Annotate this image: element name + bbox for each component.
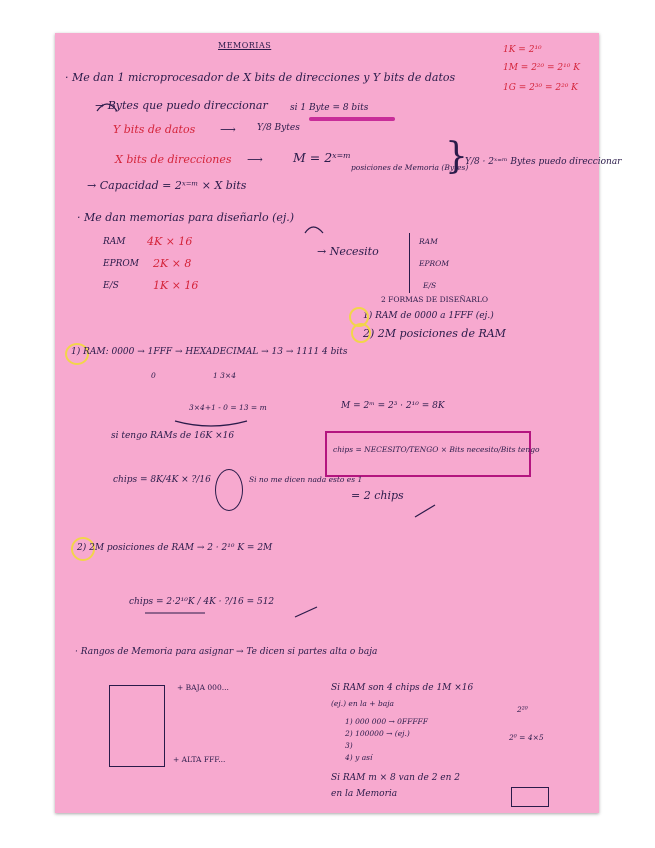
si-ram-line: Si RAM m × 8 van de 2 en 2: [331, 773, 460, 783]
range-1: 1) 000 000 → 0FFFFF: [345, 717, 428, 726]
memory-size: M = 2ᵐ = 2³ · 2¹⁰ = 8K: [341, 401, 445, 411]
ej-line: (ej.) en la + baja: [331, 699, 395, 708]
brace: }: [445, 136, 468, 177]
pen-strokes: [55, 33, 599, 813]
ram-hex-line: 1) RAM: 0000 → 1FFF → HEXADECIMAL → 13 → 1111 4 bits: [71, 347, 348, 357]
bytes-line: → Bytes que puedo direccionar: [95, 99, 268, 112]
y-bits-line: Y bits de datos: [113, 123, 196, 136]
sub-zero: 0: [151, 371, 156, 380]
chips-formula: chips = NECESITO/TENGO × Bits necesito/Bits tengo: [333, 445, 540, 454]
chip-ram-name: RAM: [103, 237, 126, 247]
byte-definition: si 1 Byte = 8 bits: [290, 103, 369, 113]
memoria-line: en la Memoria: [331, 789, 398, 799]
necesito-ram: RAM: [419, 237, 438, 246]
range-3: 3): [345, 741, 353, 750]
m-label: posiciones de Memoria (Bytes): [351, 163, 469, 172]
ram-chips-line: Si RAM son 4 chips de 1M ×16: [331, 683, 474, 693]
range-2: 2) 100000 → (ej.): [345, 729, 410, 738]
chip-eprom-name: EPROM: [103, 259, 139, 269]
y-arrow: ⟶: [220, 123, 236, 136]
page-title: MEMORIAS: [218, 41, 272, 50]
exp-label: 2²⁰: [517, 705, 528, 714]
si-tengo-line: si tengo RAMs de 16K ×16: [111, 431, 235, 441]
rangos-line: · Rangos de Memoria para asignar → Te dicen si partes alta o baja: [75, 647, 378, 657]
x-arrow: ⟶: [247, 153, 263, 166]
design-intro: · Me dan memorias para diseñarlo (ej.): [77, 211, 295, 224]
necesito-eprom: EPROM: [419, 259, 449, 268]
conversion-k: 1K = 2¹⁰: [503, 45, 542, 55]
chip-es-size: 1K × 16: [153, 279, 199, 292]
chip-eprom-size: 2K × 8: [153, 257, 192, 270]
m-calc-line: 3×4+1 - 0 = 13 = m: [189, 403, 267, 412]
y-bytes: Y/8 Bytes: [257, 123, 300, 133]
x-bits-line: X bits de direcciones: [115, 153, 232, 166]
sub-calc: 1 3×4: [213, 371, 236, 380]
forma-2: 2) 2M posiciones de RAM: [363, 327, 506, 340]
necesito-es: E/S: [423, 281, 437, 290]
conversion-m: 1M = 2²⁰ = 2¹⁰ K: [503, 63, 580, 73]
conversion-g: 1G = 2³⁰ = 2²⁰ K: [503, 83, 578, 93]
chip-es-name: E/S: [103, 281, 119, 291]
small-note: 2⁰ = 4×5: [509, 733, 544, 742]
alta-label: + ALTA FFF...: [173, 755, 226, 764]
range-4: 4) y así: [345, 753, 373, 762]
forma-1: 1) RAM de 0000 a 1FFF (ej.): [363, 311, 494, 321]
notebook-page: [55, 33, 622, 813]
chips-calc: chips = 8K/4K × ?/16: [113, 475, 211, 485]
chip-ram-size: 4K × 16: [147, 235, 193, 248]
nota-uno: Si no me dicen nada esto es 1: [249, 475, 363, 484]
section4-chips: chips = 2·2¹⁰K / 4K · ?/16 = 512: [129, 597, 275, 607]
necesito-label: → Necesito: [317, 245, 379, 258]
intro-line: · Me dan 1 microprocesador de X bits de direcciones y Y bits de datos: [65, 71, 456, 84]
capacidad-line: → Capacidad = 2ˣ⁼ᵐ × X bits: [87, 179, 247, 192]
section4-line: 2) 2M posiciones de RAM → 2 · 2¹⁰ K = 2M: [77, 543, 273, 553]
formas-label: 2 FORMAS DE DISEÑARLO: [381, 295, 488, 304]
result-formula: Y/8 · 2ˣ⁼ᵐ Bytes puedo direccionar: [465, 157, 622, 167]
baja-label: + BAJA 000...: [177, 683, 229, 692]
m-formula: M = 2ˣ⁼ᵐ: [293, 150, 351, 165]
chips-result: = 2 chips: [351, 489, 404, 502]
